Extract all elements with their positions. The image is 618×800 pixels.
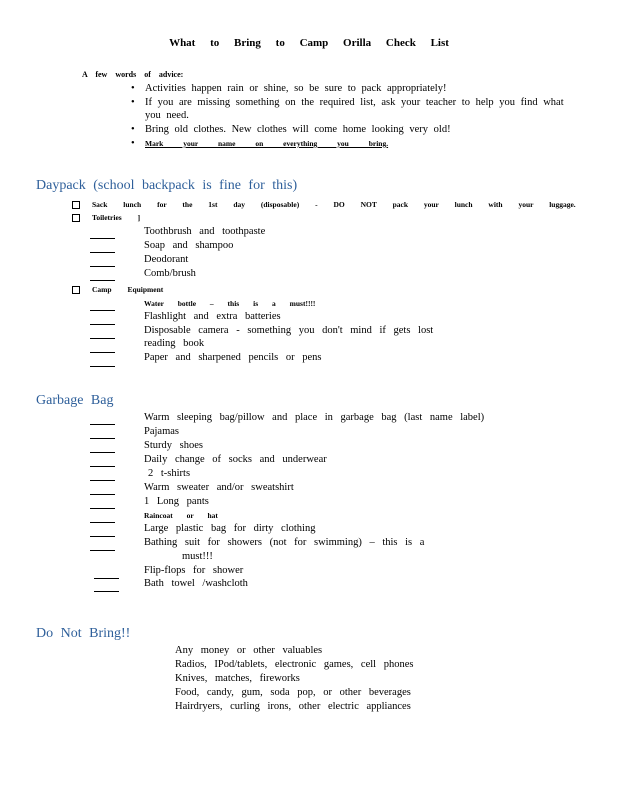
list-item: Flashlight and extra batteries — [144, 311, 281, 322]
check-line — [90, 438, 115, 439]
list-item: Any money or other valuables — [175, 645, 323, 656]
list-item: Food, candy, gum, soda pop, or other beverages — [175, 687, 411, 698]
list-item: Knives, matches, fireworks — [175, 673, 300, 684]
check-line — [90, 494, 115, 495]
section-heading-garbage-bag: Garbage Bag — [36, 393, 114, 408]
check-line — [90, 424, 115, 425]
check-line — [94, 578, 119, 579]
list-item: Water bottle – this is a must!!!! — [144, 299, 316, 308]
check-line — [90, 522, 115, 523]
list-item-continuation: must!!! — [182, 551, 213, 562]
list-item: Bath towel /washcloth — [144, 578, 248, 589]
check-line — [94, 591, 119, 592]
check-line — [90, 480, 115, 481]
check-line — [90, 280, 115, 281]
list-item: 1 Long pants — [144, 496, 209, 507]
toiletries-label: Toiletries ] — [92, 213, 141, 222]
check-line — [90, 266, 115, 267]
list-item: Toothbrush and toothpaste — [144, 226, 266, 237]
check-line — [90, 536, 115, 537]
list-item: Warm sleeping bag/pillow and place in garbage bag (last name label) — [144, 412, 485, 423]
list-item: reading book — [144, 338, 205, 349]
bullet-icon: • — [131, 138, 135, 149]
checkbox — [72, 214, 80, 222]
checkbox — [72, 201, 80, 209]
list-item: Warm sweater and/or sweatshirt — [144, 482, 294, 493]
list-item: Disposable camera - something you don't mind if gets lost — [144, 325, 434, 336]
list-item: Paper and sharpened pencils or pens — [144, 352, 322, 363]
check-line — [90, 352, 115, 353]
advice-item: • Mark your name on everything you bring. — [131, 138, 389, 149]
check-line — [90, 466, 115, 467]
list-item: Comb/brush — [144, 268, 196, 279]
advice-item: • Bring old clothes. New clothes will come home looking very old! — [131, 124, 451, 135]
check-line — [90, 238, 115, 239]
check-line — [90, 366, 115, 367]
list-item: Soap and shampoo — [144, 240, 234, 251]
list-item: Flip-flops for shower — [144, 565, 244, 576]
check-line — [90, 550, 115, 551]
list-item: Daily change of socks and underwear — [144, 454, 327, 465]
list-item: Raincoat or hat — [144, 511, 218, 520]
check-line — [90, 310, 115, 311]
section-heading-daypack: Daypack (school backpack is fine for this) — [36, 178, 298, 193]
list-item: Bathing suit for showers (not for swimming) – this is a — [144, 537, 425, 548]
list-item: Sturdy shoes — [144, 440, 203, 451]
bullet-icon: • — [131, 97, 135, 108]
check-line — [90, 452, 115, 453]
check-line — [90, 508, 115, 509]
list-item: 2 t-shirts — [148, 468, 191, 479]
list-item: Large plastic bag for dirty clothing — [144, 523, 316, 534]
bullet-icon: • — [131, 124, 135, 135]
advice-item: • If you are missing something on the required list, ask your teacher to help you find what you need. — [131, 97, 564, 121]
page-title: What to Bring to Camp Orilla Check List — [169, 37, 449, 49]
advice-item: • Activities happen rain or shine, so be sure to pack appropriately! — [131, 83, 447, 94]
check-line — [90, 324, 115, 325]
sack-lunch-label: Sack lunch for the 1st day (disposable) - DO NOT pack your lunch with your luggage. — [92, 200, 576, 209]
list-item: Deodorant — [144, 254, 189, 265]
list-item: Hairdryers, curling irons, other electric appliances — [175, 701, 411, 712]
section-heading-do-not-bring: Do Not Bring!! — [36, 626, 131, 641]
advice-label: A few words of advice: — [82, 70, 184, 79]
check-line — [90, 338, 115, 339]
checkbox — [72, 286, 80, 294]
list-item: Pajamas — [144, 426, 179, 437]
camp-equipment-label: Camp Equipment — [92, 285, 164, 294]
check-line — [90, 252, 115, 253]
list-item: Radios, IPod/tablets, electronic games, cell phones — [175, 659, 414, 670]
bullet-icon: • — [131, 83, 135, 94]
